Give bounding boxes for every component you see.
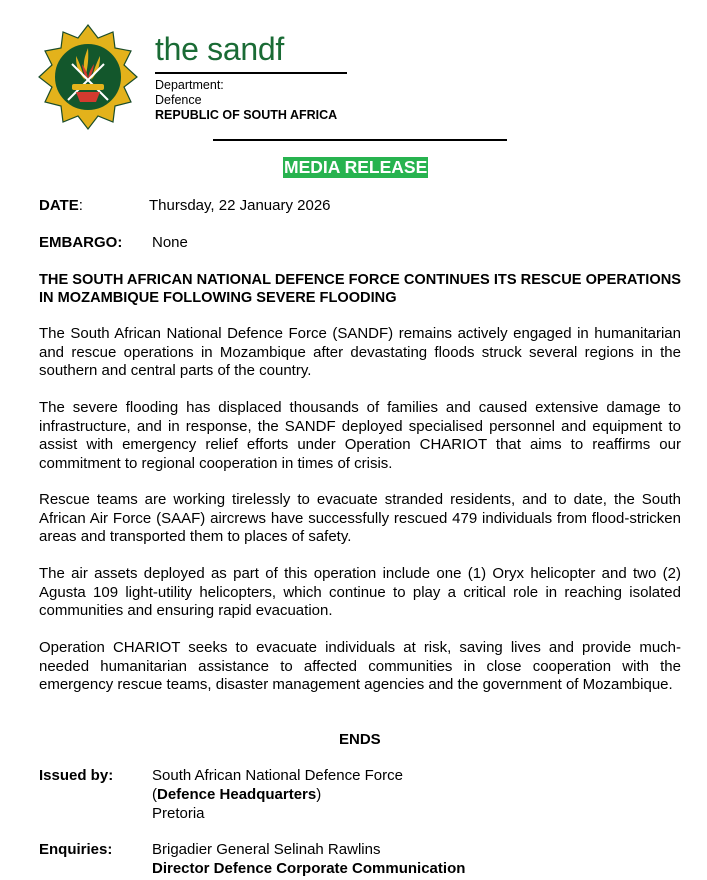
issued-line-2 <box>152 785 403 804</box>
date-value: Thursday, 22 January 2026 <box>149 197 331 214</box>
dept-line-3: REPUBLIC OF SOUTH AFRICA <box>155 108 338 122</box>
issued-by-label: Issued by: <box>39 767 114 784</box>
headline: THE SOUTH AFRICAN NATIONAL DEFENCE FORCE CONTINUES ITS RESCUE OPERATIONS IN MOZAMBIQUE FOLLOWING SEVERE FLOODING <box>39 272 681 306</box>
enquiries-line-2: Director Defence Corporate Communication <box>152 860 466 877</box>
paragraph-1: The South African National Defence Force (SANDF) remains actively engaged in humanitarian and rescue operations in Mozambique after devastating floods struck several regions in the southern and central parts of the country. <box>39 325 681 379</box>
media-release-badge: MEDIA RELEASE <box>284 157 428 177</box>
paren-close: ) <box>316 786 322 803</box>
paren-open: ( <box>152 786 157 803</box>
dept-line-1: Department: <box>155 78 224 92</box>
paragraph-2: The severe flooding has displaced thousands of families and caused extensive damage to infrastructure, and in response, the SANDF deployed specialised personnel and equipment to assist with emergency relief efforts under Operation CHARIOT that aims to reaffirms our commitment to regional cooperation in times of crisis. <box>39 399 681 472</box>
date-label: DATE <box>39 197 79 214</box>
department-block <box>155 78 337 123</box>
issued-hq: Defence Headquarters <box>157 786 317 803</box>
header-divider <box>213 139 507 141</box>
paragraph-4: The air assets deployed as part of this operation include one (1) Oryx helicopter and two (2) Agusta 109 light-utility helicopters, which continue to play a critical role in reaching isolated communities and ensuring rapid evacuation. <box>39 565 681 619</box>
issued-line-1: South African National Defence Force <box>152 767 403 784</box>
date-colon: : <box>78 197 83 214</box>
paragraph-3: Rescue teams are working tirelessly to evacuate stranded residents, and to date, the South African Air Force (SAAF) aircrews have successfully rescued 479 individuals from flood-stricken areas and transported them to places of safety. <box>39 491 681 545</box>
ends-marker: ENDS <box>339 731 381 748</box>
sandf-emblem-logo <box>38 24 138 130</box>
embargo-value: None <box>152 234 188 251</box>
enquiries-block <box>152 840 465 878</box>
issued-by-block <box>152 766 403 823</box>
embargo-label: EMBARGO: <box>39 234 123 251</box>
brand-wordmark: the sandf <box>155 31 284 67</box>
issued-line-3: Pretoria <box>152 805 205 822</box>
date-row <box>39 197 83 215</box>
emblem-svg <box>38 24 138 130</box>
enquiries-label: Enquiries: <box>39 841 113 858</box>
dept-line-2: Defence <box>155 93 202 107</box>
paragraph-5: Operation CHARIOT seeks to evacuate individuals at risk, saving lives and provide much-needed humanitarian assistance to affected communities in close cooperation with the emergency rescue teams, disaster management agencies and the government of Mozambique. <box>39 639 681 693</box>
enquiries-line-1: Brigadier General Selinah Rawlins <box>152 841 381 858</box>
brand-underline <box>155 72 347 74</box>
